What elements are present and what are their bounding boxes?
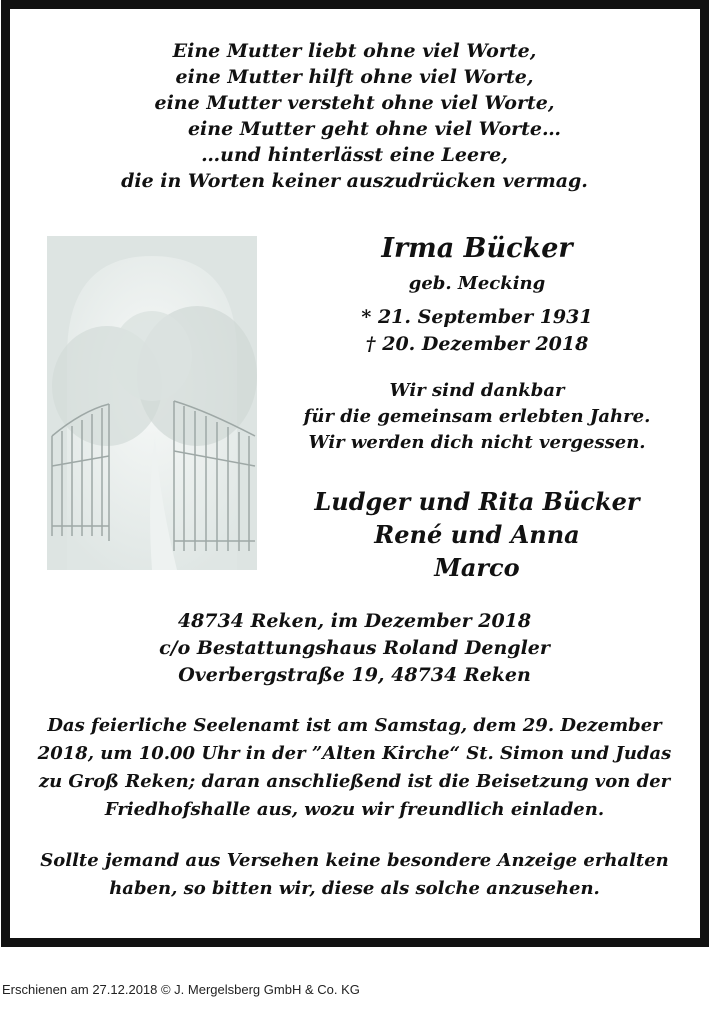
publication-footer: Erschienen am 27.12.2018 © J. Mergelsberg GmbH & Co. KG — [2, 982, 360, 997]
service-line: Das feierliche Seelenamt ist am Samstag, dem 29. Dezember — [47, 715, 662, 736]
poem — [0, 38, 709, 194]
gate-illustration — [47, 236, 257, 570]
thanks-line: Wir sind dankbar — [389, 380, 565, 401]
death-date: † 20. Dezember 2018 — [365, 333, 589, 355]
poem-line: eine Mutter geht ohne viel Worte… — [187, 118, 562, 140]
birth-date: * 21. September 1931 — [361, 306, 593, 328]
notice-line: Sollte jemand aus Versehen keine besondere Anzeige erhalten — [40, 850, 669, 871]
deceased-name: Irma Bücker — [381, 233, 573, 264]
family-line: Marco — [434, 553, 520, 582]
service-line: zu Groß Reken; daran anschließend ist die Beisetzung von der — [38, 771, 671, 792]
poem-line: …und hinterlässt eine Leere, — [201, 144, 508, 166]
address-block — [0, 608, 709, 689]
family-line: Ludger und Rita Bücker — [314, 487, 640, 516]
poem-line: eine Mutter versteht ohne viel Worte, — [154, 92, 555, 114]
address-line: c/o Bestattungshaus Roland Dengler — [159, 637, 550, 659]
thanks-line: Wir werden dich nicht vergessen. — [308, 432, 646, 453]
poem-line: die in Worten keiner auszudrücken vermag. — [121, 170, 588, 192]
thanks-text — [287, 378, 667, 456]
family-line: René und Anna — [374, 520, 580, 549]
birth-name: geb. Mecking — [408, 273, 546, 294]
thanks-line: für die gemeinsam erlebten Jahre. — [303, 406, 651, 427]
address-line: Overbergstraße 19, 48734 Reken — [178, 664, 531, 686]
service-line: Friedhofshalle aus, wozu wir freundlich einladen. — [104, 799, 605, 820]
service-announcement — [0, 712, 709, 824]
address-line: 48734 Reken, im Dezember 2018 — [177, 610, 532, 632]
service-line: 2018, um 10.00 Uhr in der ”Alten Kirche“ St. Simon und Judas — [37, 743, 672, 764]
family-names — [287, 485, 667, 584]
notice-text — [0, 847, 709, 903]
cemetery-gate-image — [47, 236, 257, 570]
notice-line: haben, so bitten wir, diese als solche anzusehen. — [109, 878, 600, 899]
poem-line: eine Mutter hilft ohne viel Worte, — [175, 66, 534, 88]
poem-line: Eine Mutter liebt ohne viel Worte, — [172, 40, 537, 62]
